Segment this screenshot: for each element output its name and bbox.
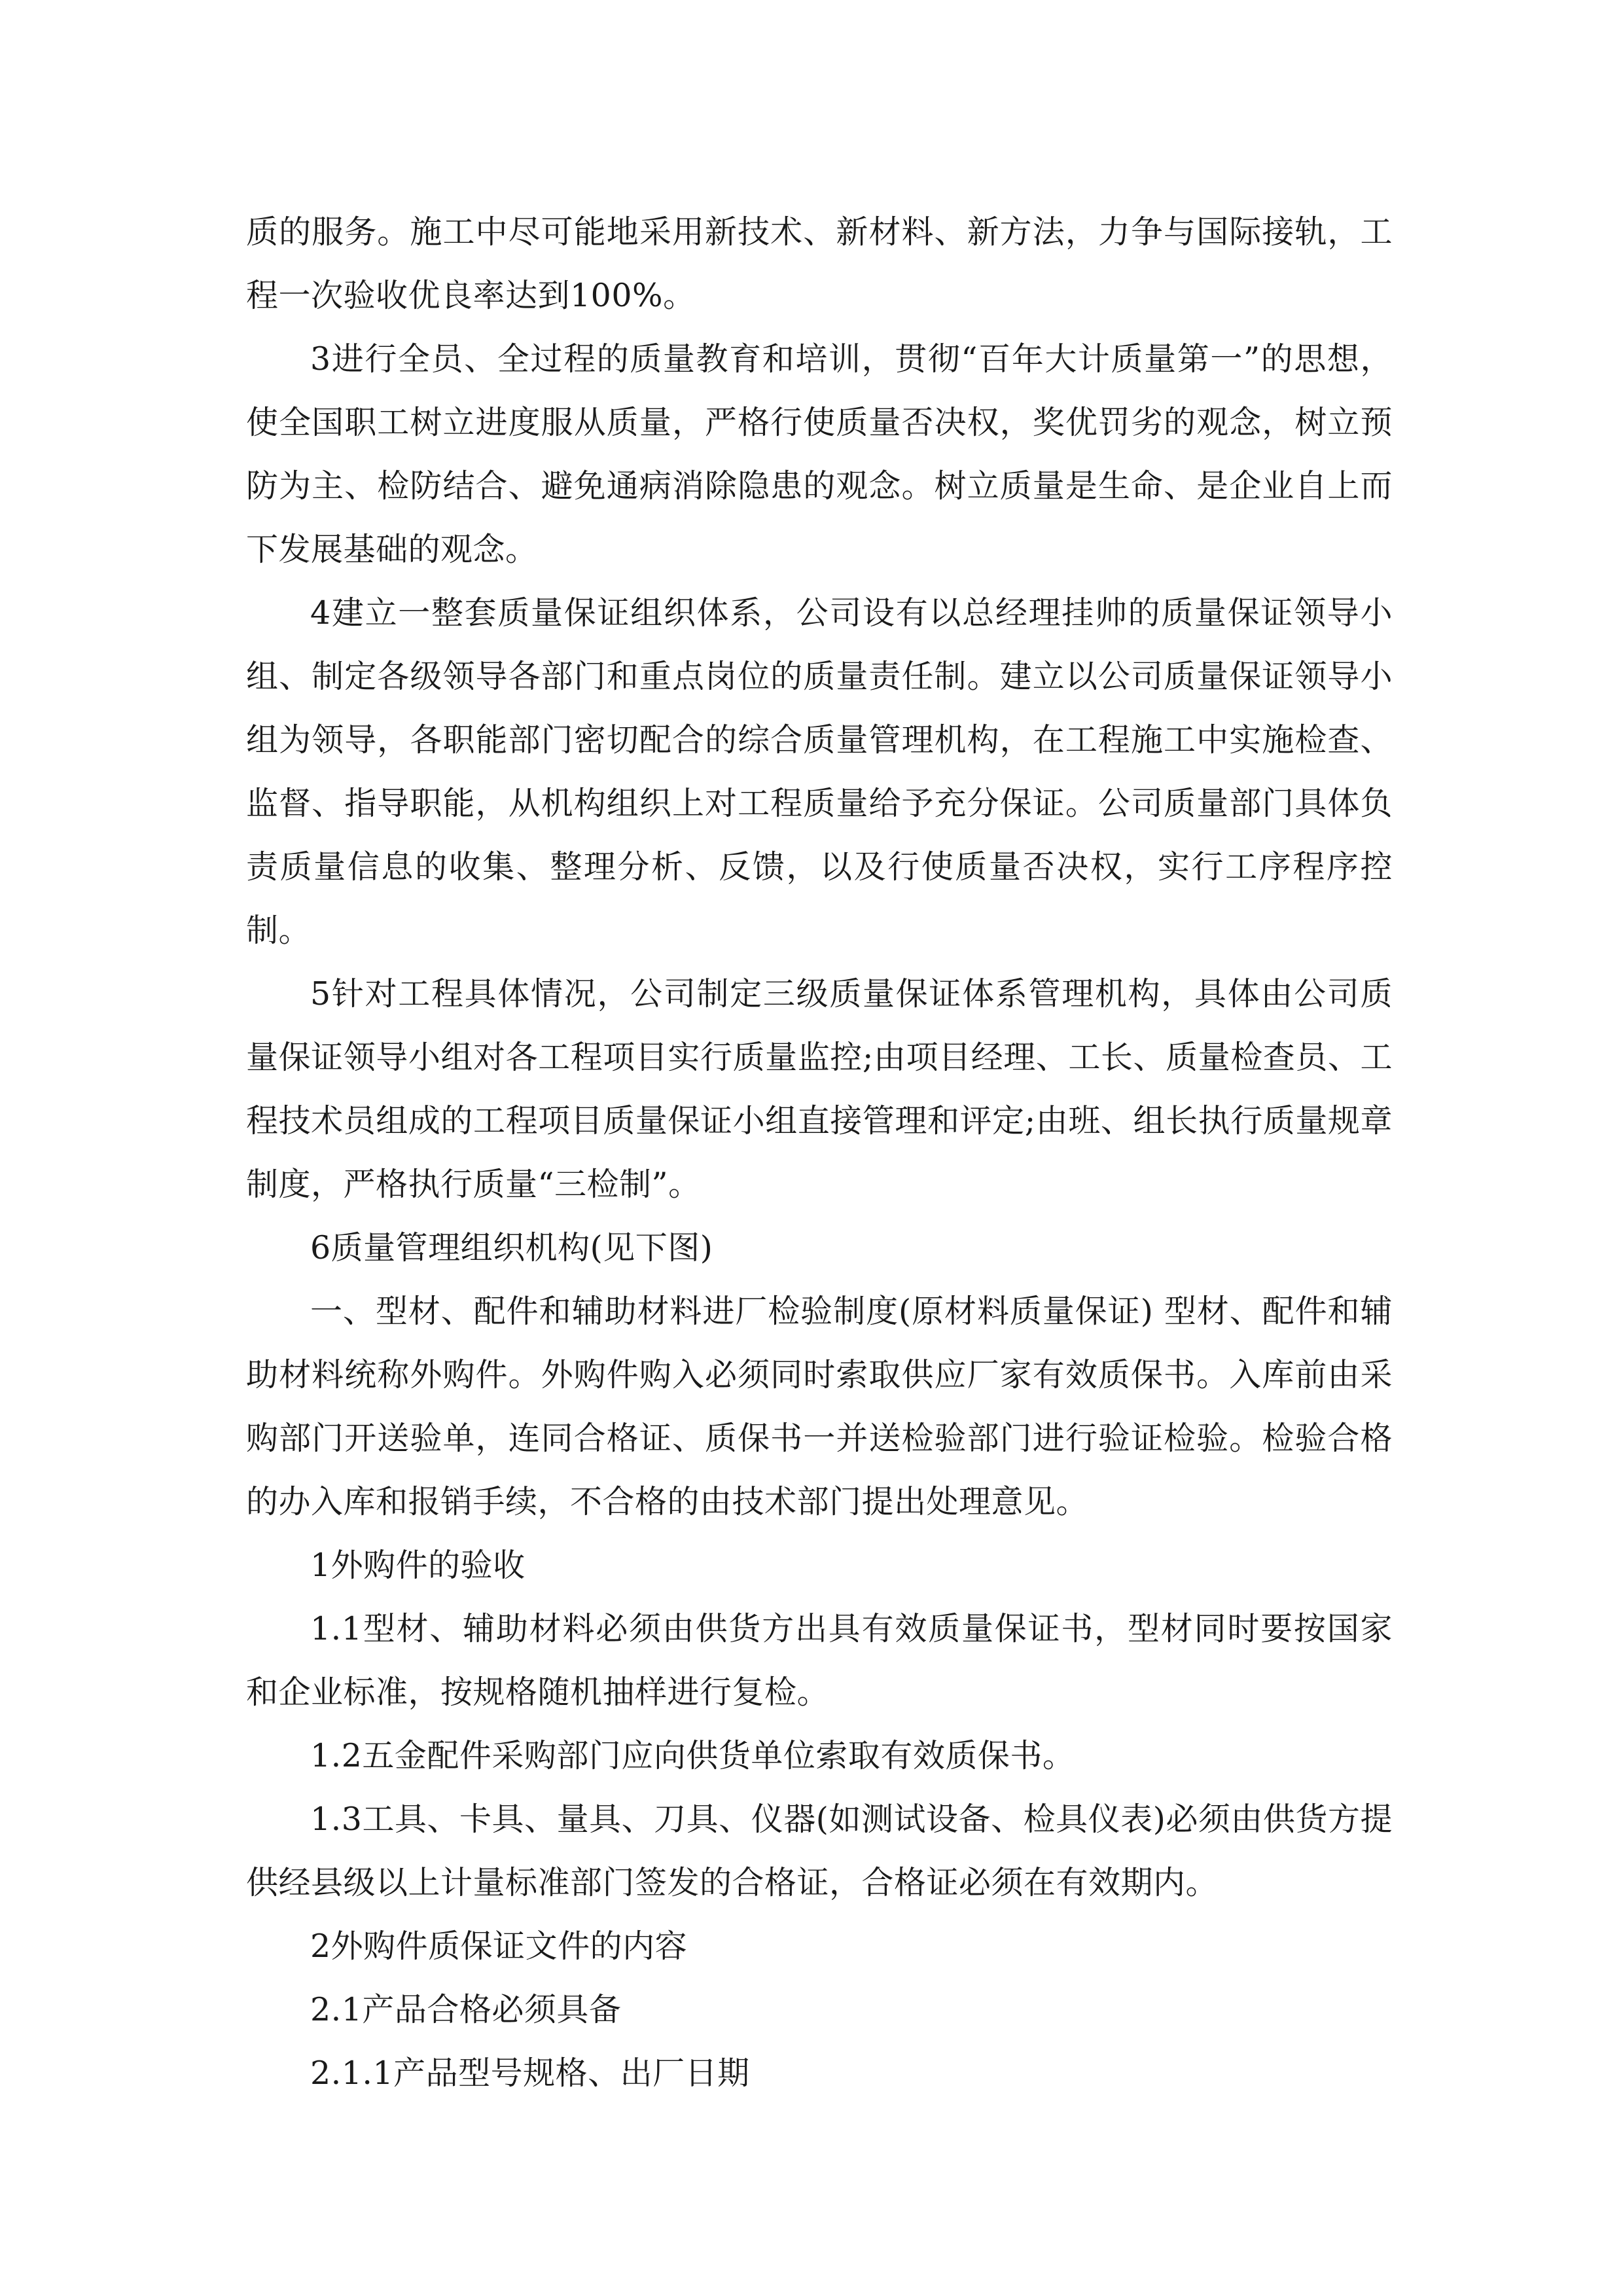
- paragraph: 2.1.1产品型号规格、出厂日期: [310, 2054, 750, 2092]
- paragraph: 2.1产品合格必须具备: [310, 1991, 622, 2028]
- paragraph: 1.3工具、卡具、量具、刀具、仪器(如测试设备、检具仪表)必须由供货方提供经县级以上计量标准部门签发的合格证，合格证必须在有效期内。: [246, 1801, 1393, 1901]
- paragraph: 5针对工程具体情况，公司制定三级质量保证体系管理机构，具体由公司质量保证领导小组对各工程项目实行质量监控;由项目经理、工长、质量检查员、工程技术员组成的工程项目质量保证小组直接管理和评定;由班、组长执行质量规章制度，严格执行质量“三检制”。: [246, 975, 1393, 1203]
- paragraph: 2外购件质保证文件的内容: [310, 1928, 688, 1965]
- paragraph: 一、型材、配件和辅助材料进厂检验制度(原材料质量保证) 型材、配件和辅助材料统称外购件。外购件购入必须同时索取供应厂家有效质保书。入库前由采购部门开送验单，连同合格证、质保书一并送检验部门进行验证检验。检验合格的办入库和报销手续，不合格的由技术部门提出处理意见。: [246, 1293, 1393, 1520]
- paragraph: 1外购件的验收: [310, 1547, 526, 1584]
- paragraph: 1.2五金配件采购部门应向供货单位索取有效质保书。: [310, 1737, 1075, 1774]
- document-body: [246, 200, 1393, 2105]
- paragraph: 4建立一整套质量保证组织体系，公司设有以总经理挂帅的质量保证领导小组、制定各级领导各部门和重点岗位的质量责任制。建立以公司质量保证领导小组为领导，各职能部门密切配合的综合质量管理机构，在工程施工中实施检查、监督、指导职能，从机构组织上对工程质量给予充分保证。公司质量部门具体负责质量信息的收集、整理分析、反馈，以及行使质量否决权，实行工序程序控制。: [246, 594, 1393, 949]
- paragraph: 1.1型材、辅助材料必须由供货方出具有效质量保证书，型材同时要按国家和企业标准，按规格随机抽样进行复检。: [246, 1610, 1393, 1711]
- paragraph: 6质量管理组织机构(见下图): [310, 1229, 713, 1266]
- paragraph: 3进行全员、全过程的质量教育和培训，贯彻“百年大计质量第一”的思想，使全国职工树立进度服从质量，严格行使质量否决权，奖优罚劣的观念，树立预防为主、检防结合、避免通病消除隐患的观念。树立质量是生命、是企业自上而下发展基础的观念。: [246, 340, 1393, 568]
- paragraph: 质的服务。施工中尽可能地采用新技术、新材料、新方法，力争与国际接轨，工程一次验收优良率达到100%。: [246, 213, 1393, 314]
